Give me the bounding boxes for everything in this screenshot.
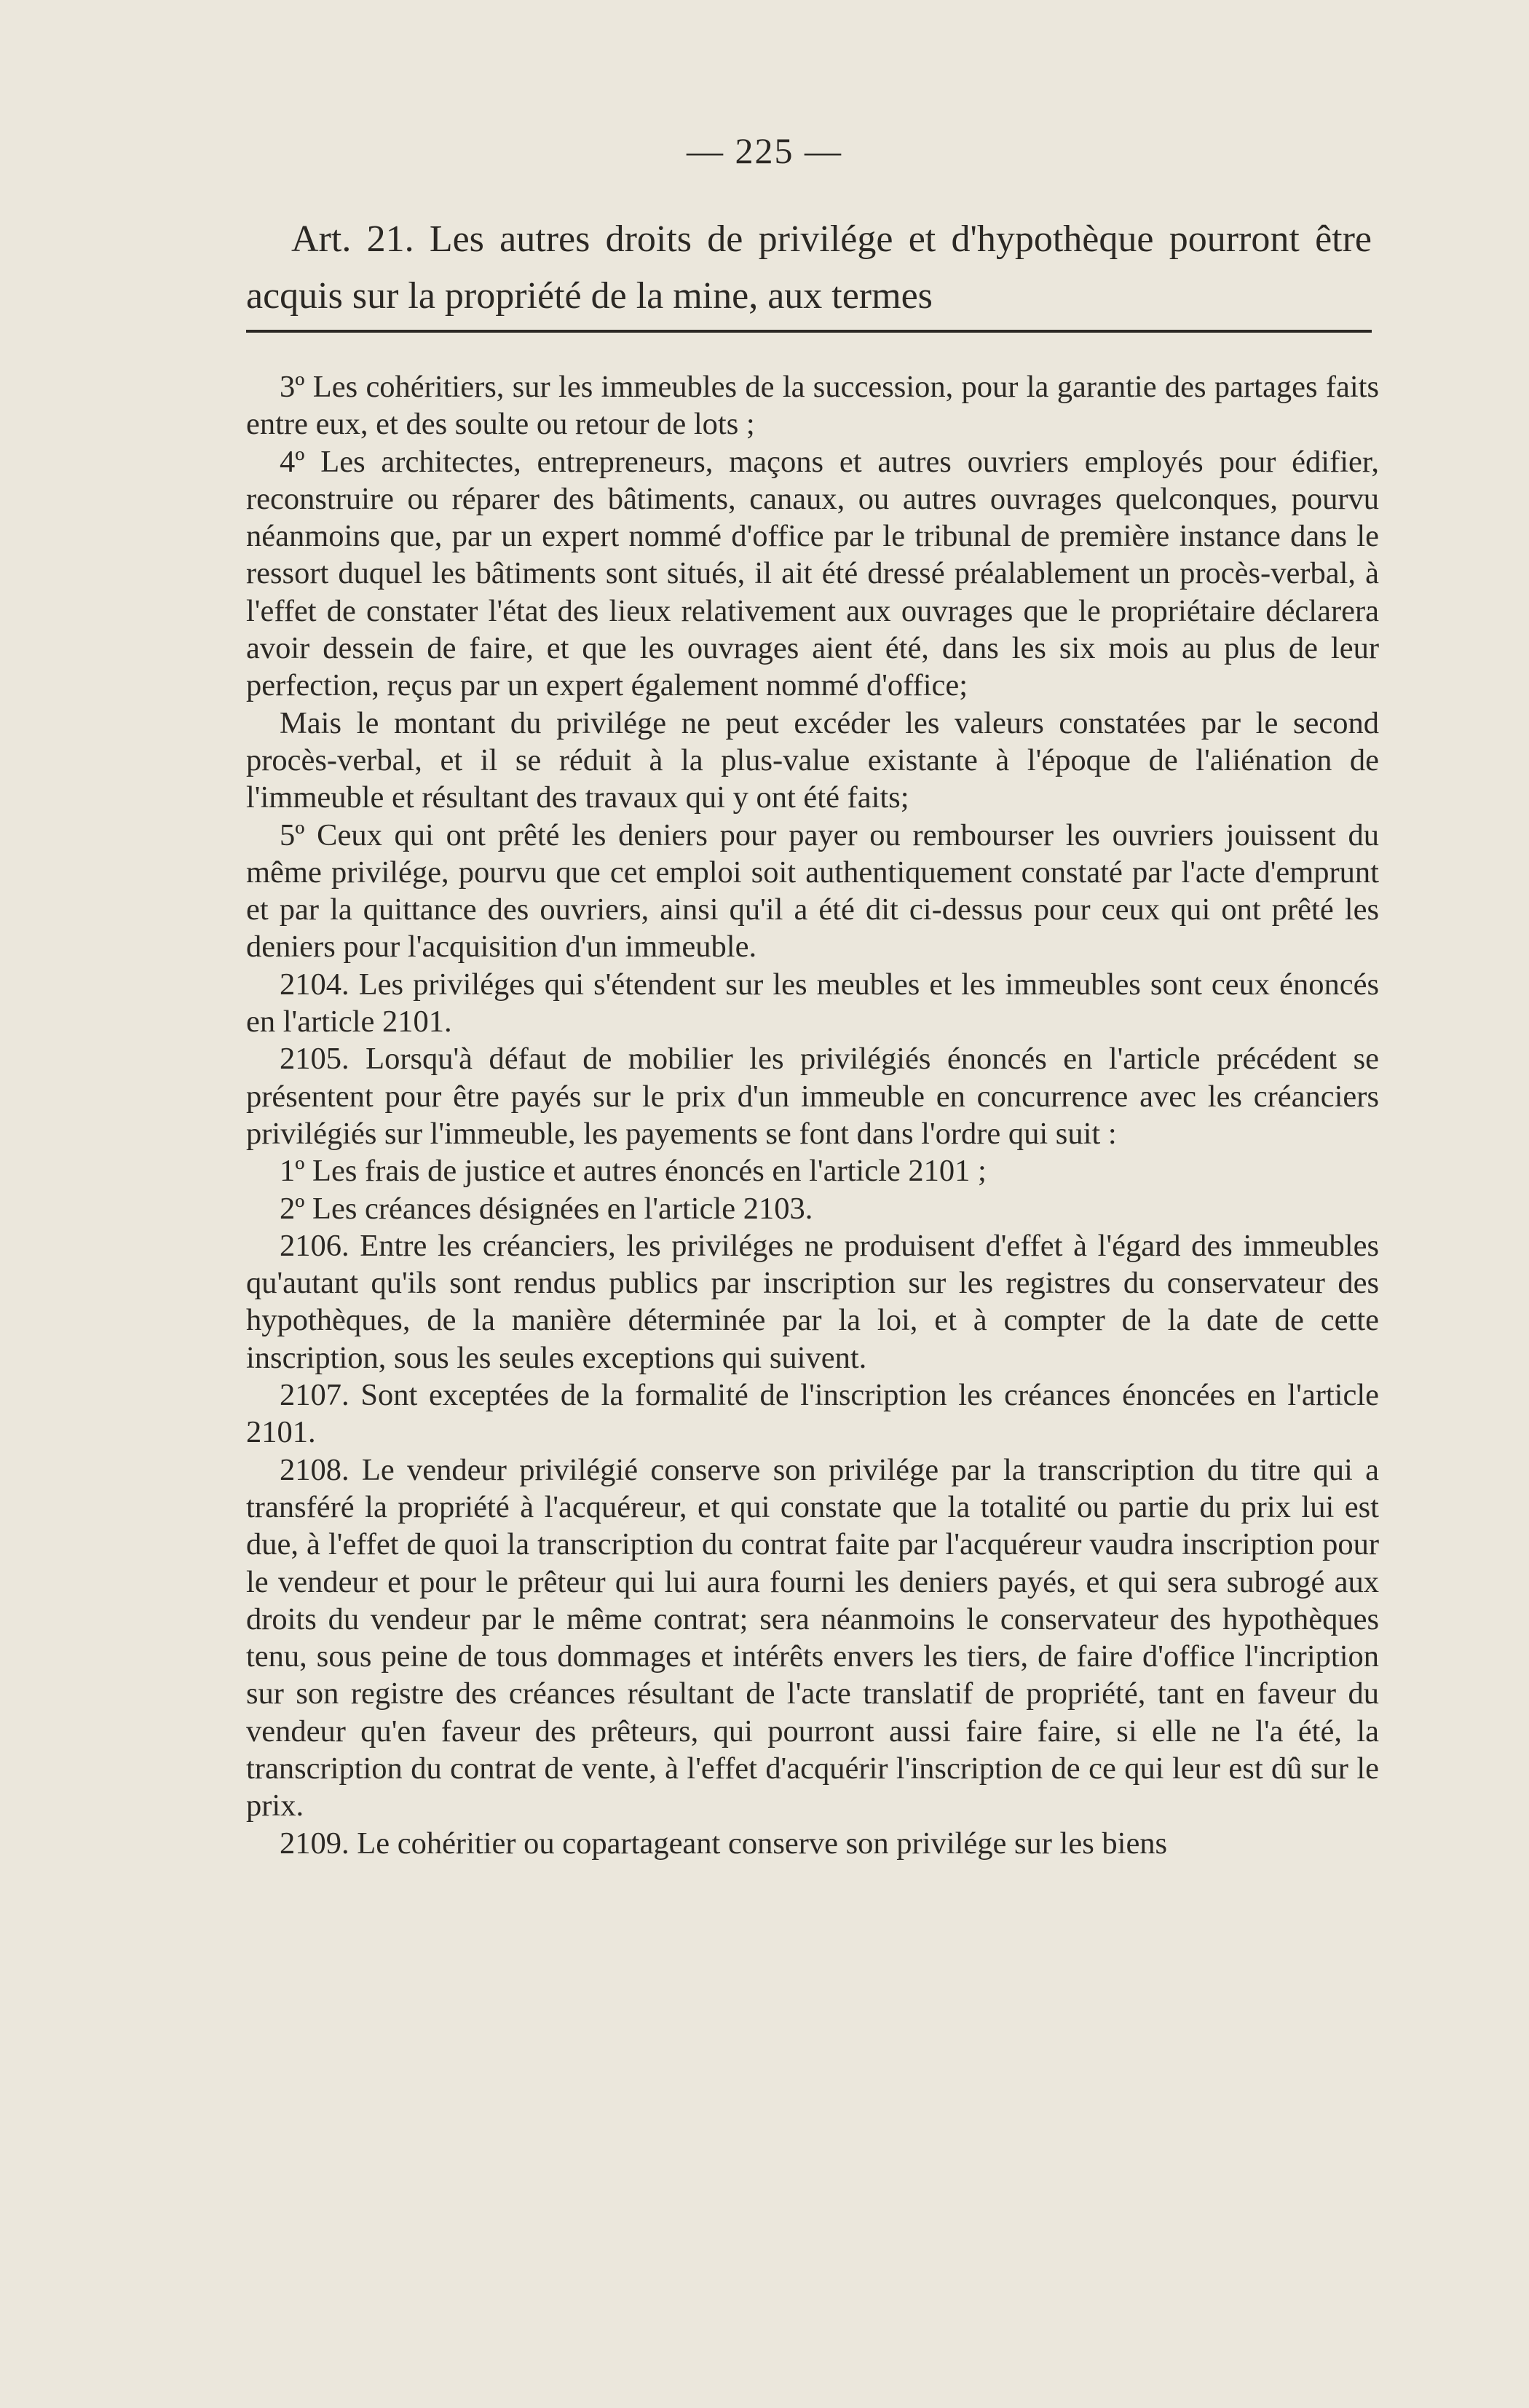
footnote-paragraph: 1º Les frais de justice et autres énoncés en l'article 2101 ; [280,1154,987,1189]
footnotes [246,368,1379,1862]
footnote-paragraph: 2105. Lorsqu'à défaut de mobilier les privilégiés énoncés en l'article précédent se présentent pour être payés sur le prix d'un immeuble en concurrence avec les créanciers privilégiés sur l'immeuble, les payements se font dans l'ordre qui suit : [246,1042,1379,1151]
footnote-paragraph: 2109. Le cohéritier ou copartageant conserve son privilége sur les biens [280,1826,1168,1861]
footnote-separator [246,330,1372,333]
footnote-paragraph: 2108. Le vendeur privilégié conserve son privilége par la transcription du titre qui a transféré la propriété à l'acquéreur, et qui constate que la totalité ou partie du prix lui est due, à l'effet de quoi la transcription du contrat faite par l'acquéreur vaudra inscription pour le vendeur et pour le prêteur qui lui aura fourni les deniers payés, et qui sera subrogé aux droits du vendeur par le même contrat; sera néanmoins le conservateur des hypothèques tenu, sous peine de tous dommages et intérêts envers les tiers, de faire d'office l'incription sur son registre des créances résultant de l'acte translatif de propriété, tant en faveur du vendeur qu'en faveur des prêteurs, qui pourront aussi faire faire, si elle ne l'a été, la transcription du contrat de vente, à l'effet d'acquérir l'inscription de ce qui leur est dû sur le prix. [246,1452,1379,1823]
footnote-paragraph: 3º Les cohéritiers, sur les immeubles de la succession, pour la garantie des partages faits entre eux, et des soulte ou retour de lots ; [246,370,1379,442]
footnote-paragraph: 2104. Les priviléges qui s'étendent sur les meubles et les immeubles sont ceux énoncés en l'article 2101. [246,967,1379,1039]
main-text [246,211,1372,325]
article-paragraph: Art. 21. Les autres droits de privilége et d'hypothèque pourront être acquis sur la propriété de la mine, aux termes [246,218,1372,317]
footnote-paragraph: 5º Ceux qui ont prêté les deniers pour payer ou rembourser les ouvriers jouissent du même privilége, pourvu que cet emploi soit authentiquement constaté par l'acte d'emprunt et par la quittance des ouvriers, ainsi qu'il a été dit ci-dessus pour ceux qui ont prêté les deniers pour l'acquisition d'un immeuble. [246,817,1379,965]
footnote-paragraph: Mais le montant du privilége ne peut excéder les valeurs constatées par le second procès-verbal, et il se réduit à la plus-value existante à l'époque de l'aliénation de l'immeuble et résultant des travaux qui y ont été faits; [246,705,1379,815]
footnote-paragraph: 2107. Sont exceptées de la formalité de l'inscription les créances énoncées en l'article 2101. [246,1378,1379,1450]
footnote-paragraph: 4º Les architectes, entrepreneurs, maçons et autres ouvriers employés pour édifier, reconstruire ou réparer des bâtiments, canaux, ou autres ouvrages quelconques, pourvu néanmoins que, par un expert nommé d'office par le tribunal de première instance dans le ressort duquel les bâtiments sont situés, il ait été dressé préalablement un procès-verbal, à l'effet de constater l'état des lieux relativement aux ouvrages que le propriétaire déclarera avoir dessein de faire, et que les ouvrages aient été, dans les six mois au plus de leur perfection, reçus par un expert également nommé d'office; [246,444,1379,703]
footnote-paragraph: 2º Les créances désignées en l'article 2103. [280,1191,813,1226]
footnote-paragraph: 2106. Entre les créanciers, les priviléges ne produisent d'effet à l'égard des immeubles qu'autant qu'ils sont rendus publics par inscription sur les registres du conservateur des hypothèques, de la manière déterminée par la loi, et à compter de la date de cette inscription, sous les seules exceptions qui suivent. [246,1228,1379,1375]
page-number: — 225 — [687,130,842,171]
